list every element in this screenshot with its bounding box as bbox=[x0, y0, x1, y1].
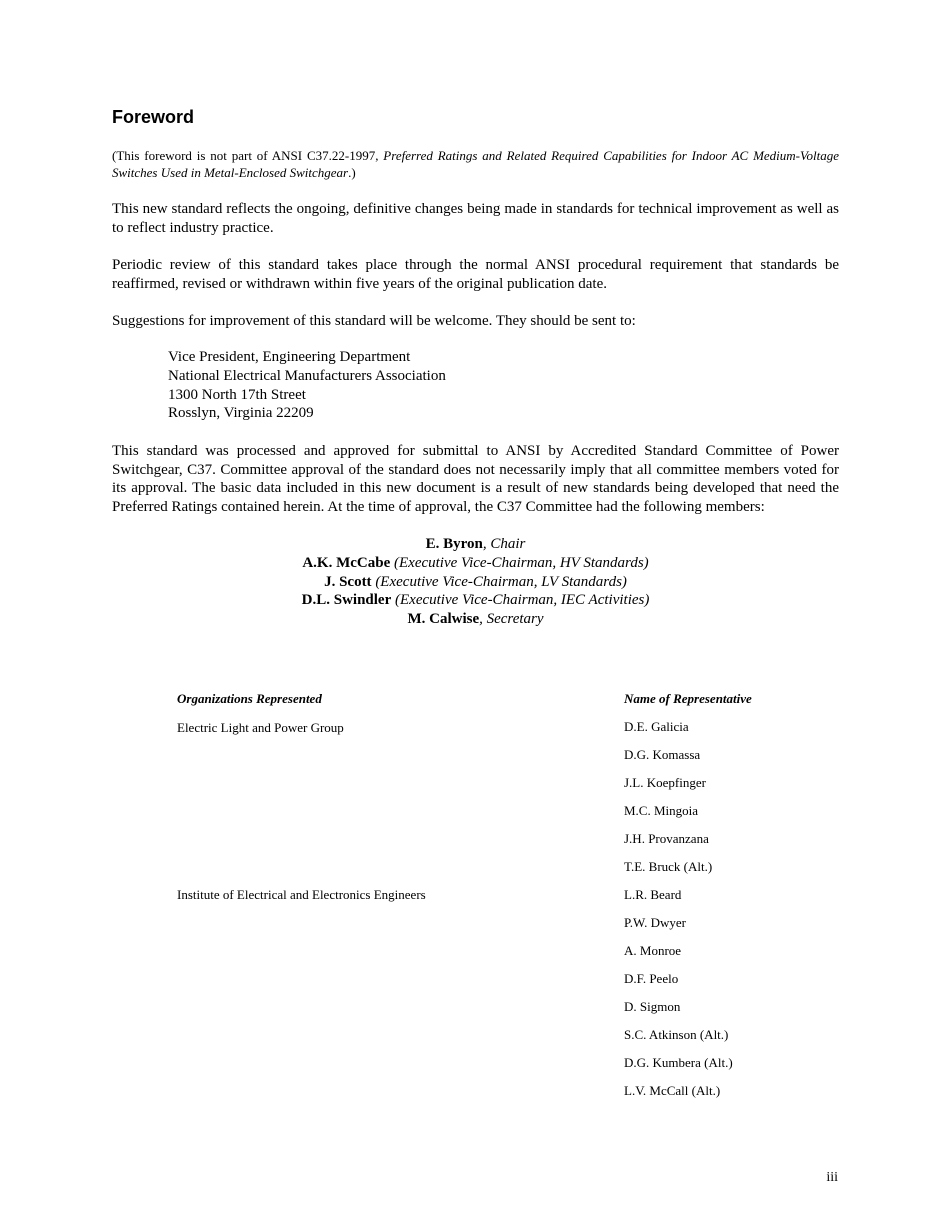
paragraph-review: Periodic review of this standard takes place through the normal ANSI procedural requirement that standards be reaffirmed, revised or withdrawn within five years of the original publication date. bbox=[112, 257, 839, 292]
officer-line bbox=[112, 554, 839, 573]
representative: D.G. Komassa bbox=[624, 747, 701, 762]
paragraph-suggestions: Suggestions for improvement of this standard will be welcome. They should be sent to: bbox=[112, 313, 636, 329]
page-number: iii bbox=[826, 1170, 838, 1185]
representative: J.L. Koepfinger bbox=[624, 775, 706, 790]
officer-line bbox=[112, 591, 839, 610]
officer-role: (Executive Vice-Chairman, LV Standards) bbox=[371, 573, 627, 590]
officer-role: , Chair bbox=[482, 536, 526, 552]
officer-name: D.L. Swindler bbox=[301, 592, 392, 609]
officer-name: E. Byron bbox=[425, 536, 483, 552]
page-title: Foreword bbox=[112, 107, 195, 127]
officer-name: J. Scott bbox=[324, 573, 372, 590]
address-line: 1300 North 17th Street bbox=[168, 386, 306, 403]
representative: L.R. Beard bbox=[624, 887, 682, 902]
representative: P.W. Dwyer bbox=[624, 915, 686, 930]
foreword-note-suffix: .) bbox=[348, 165, 356, 180]
org-column-header: Organizations Represented bbox=[177, 691, 322, 706]
address-line: National Electrical Manufacturers Association bbox=[168, 367, 446, 384]
organization-name: Institute of Electrical and Electronics Engineers bbox=[177, 887, 426, 902]
rep-column-header: Name of Representative bbox=[624, 691, 752, 706]
address-line: Rosslyn, Virginia 22209 bbox=[168, 405, 314, 422]
representative: M.C. Mingoia bbox=[624, 803, 699, 818]
mailing-address bbox=[168, 348, 446, 423]
representative: A. Monroe bbox=[624, 943, 682, 958]
representative: D. Sigmon bbox=[624, 999, 681, 1014]
officer-line bbox=[112, 610, 839, 629]
officer-role: (Executive Vice-Chairman, IEC Activities) bbox=[391, 592, 650, 609]
foreword-note bbox=[112, 147, 839, 181]
officer-role: (Executive Vice-Chairman, HV Standards) bbox=[390, 554, 649, 571]
paragraph-approval: This standard was processed and approved for submittal to ANSI by Accredited Standard Committee of Power Switchgear, C37. Committee approval of the standard does not necessarily imply that all committee members voted for its approval. The basic data included in this new document is a result of new standards being developed that need the Preferred Ratings contained herein. At the time of approval, the C37 Committee had the following members: bbox=[112, 443, 839, 515]
representative: S.C. Atkinson (Alt.) bbox=[624, 1027, 729, 1042]
representative: D.G. Kumbera (Alt.) bbox=[624, 1055, 733, 1070]
organization-name: Electric Light and Power Group bbox=[177, 720, 344, 735]
officer-name: A.K. McCabe bbox=[302, 554, 391, 571]
representative: T.E. Bruck (Alt.) bbox=[624, 859, 713, 874]
officer-role: , Secretary bbox=[479, 611, 544, 628]
representative: J.H. Provanzana bbox=[624, 831, 709, 846]
address-line: Vice President, Engineering Department bbox=[168, 349, 411, 365]
foreword-note-prefix: (This foreword is not part of ANSI C37.22-1997, bbox=[112, 148, 384, 163]
committee-officers bbox=[112, 535, 839, 629]
paragraph-purpose: This new standard reflects the ongoing, definitive changes being made in standards for technical improvement as well as to reflect industry practice. bbox=[112, 201, 839, 236]
representative: L.V. McCall (Alt.) bbox=[624, 1083, 721, 1098]
officer-line bbox=[112, 535, 839, 554]
standard-title: Preferred Ratings and Related Required Capabilities for Indoor AC Medium-Voltage Switches Used in Metal-Enclosed Switchgear bbox=[112, 148, 839, 180]
representative: D.F. Peelo bbox=[624, 971, 679, 986]
officer-name: M. Calwise bbox=[407, 611, 480, 628]
officer-line bbox=[112, 573, 839, 592]
representative: D.E. Galicia bbox=[624, 719, 689, 734]
representative-list bbox=[624, 718, 733, 1110]
